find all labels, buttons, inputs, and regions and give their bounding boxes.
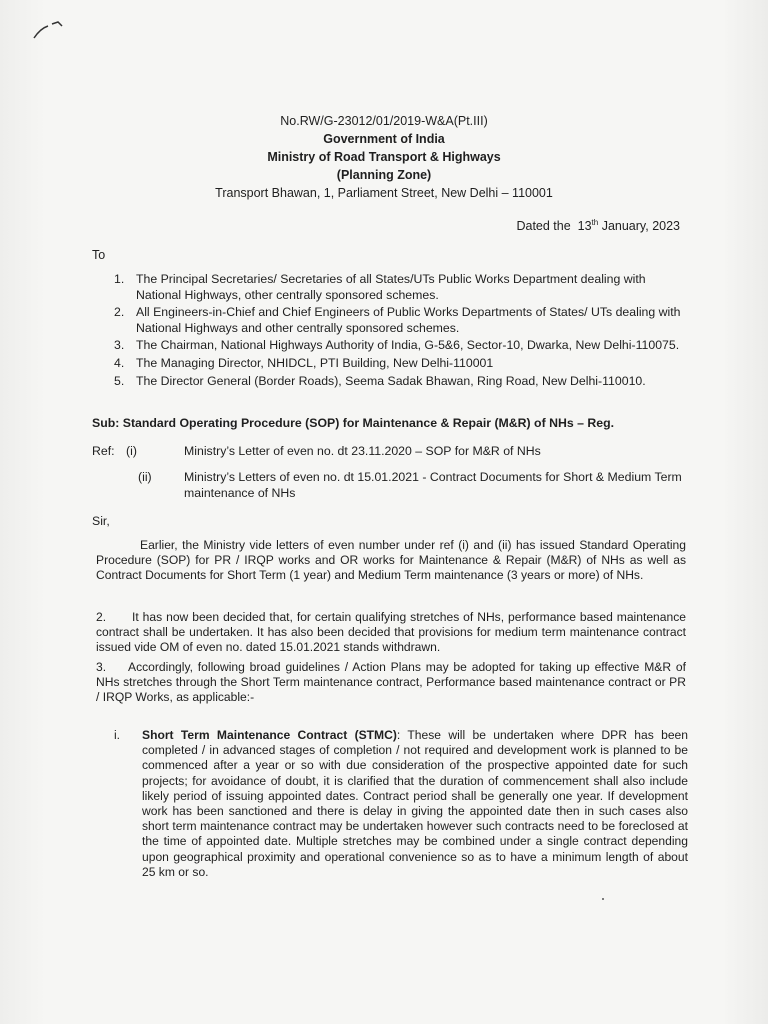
letter-page: No.RW/G-23012/01/2019-W&A(Pt.III) Government of India Ministry of Road Transport & Highways (Planning Zone) Transport Bhawan, 1, Parliament Street, New Delhi – 110001 Dated the 13th January, 2023 To 1. The Principal Secretaries/ Secretaries of all States/UTs Public Works Department dealing with National Highways, other centrally sponsored schemes. 2. All Engineers-in-Chief and Chief Engineers of Public Works Departments of States/ UTs dealing with National Highways and other centrally sponsored schemes. 3. The Chairman, National Highways Authority of India, G-5&6, Sector-10, Dwarka, New Delhi-110075. 4. The Managing Director, NHIDCL, PTI Building, New Delhi-110001 5. The Director General (Border Roads), Seema Sadak Bhawan, Ring Road, New Delhi-110010. Sub: Standard Operating Procedure (SOP) for Maintenance & Repair (M&R) of NHs – Reg. Ref: (i) Ministry’s Letter of even no. dt 23.11.2020 – SOP for M&R of NHs (ii) Ministry’s Letters of even no. dt 15.01.2021 - Contract Documents for Short & Medium Term maintenance of NHs Sir, Earlier, the Ministry vide letters of even number under ref (i) and (ii) has issued Standard Operating Procedure (SOP) for PR / IRQP works and OR works for Maintenance & Repair (M&R) of NHs as well as Contract Documents for Short Term (1 year) and Medium Term maintenance (3 years or more) of NHs. 2. It has now been decided that, for certain qualifying stretches of NHs, performance based maintenance contract shall be undertaken. It has also been decided that provisions for medium term maintenance contract issued vide OM of even no. dated 15.01.2021 stands withdrawn. 3. Accordingly, following broad guidelines / Action Plans may be adopted for taking up effective M&R of NHs stretches through the Short Term maintenance contract, Performance based maintenance contract or PR / IRQP Works, as applicable:- i. Short Term Maintenance Contract (STMC): These will be undertaken where DPR has been completed / in advanced stages of completion / not required and development work is planned to be commenced after a year or so with due consideration of the prospective appointed date for such projects; for avoidance of doubt, it is clarified that the duration of commencement shall also include likely period of issuing appointed dates. Contract period shall be generally one year. If development work has been sanctioned and there is delay in giving the appointed date then in such cases also short term maintenance contract may be undertaken however such contracts need to be foreclosed at the time of appointed date. Multiple stretches may be combined under a single contract depending upon geographical proximity and operational convenience so as to have a minimum length of about 25 km or so. [0, 0, 768, 1024]
addressee-item: 5. The Director General (Border Roads), Seema Sadak Bhawan, Ring Road, New Delhi-110010. [114, 373, 646, 388]
addressee-item: 1. The Principal Secretaries/ Secretaries of all States/UTs Public Works Department dealing with National Highways, other centrally sponsored schemes. [114, 272, 646, 302]
ministry-title: Ministry of Road Transport & Highways [267, 150, 501, 164]
addressee-item: 2. All Engineers-in-Chief and Chief Engineers of Public Works Departments of States/ UTs dealing with National Highways and other centrally sponsored schemes. [114, 305, 681, 335]
letter-header [0, 112, 768, 202]
pen-mark [30, 18, 70, 48]
ref-number: (ii) [138, 470, 152, 484]
government-title: Government of India [323, 132, 445, 146]
addressee-list [114, 272, 684, 391]
ref-label: Ref: [92, 444, 115, 458]
paragraph-1: Earlier, the Ministry vide letters of even number under ref (i) and (ii) has issued Standard Operating Procedure (SOP) for PR / IRQP works and OR works for Maintenance & Repair (M&R) of NHs as well as Contract Documents for Short Term (1 year) and Medium Term maintenance (3 years or more) of NHs. [96, 538, 686, 582]
guideline-title: Short Term Maintenance Contract (STMC) [142, 728, 397, 742]
ref-text: Ministry’s Letters of even no. dt 15.01.2021 - Contract Documents for Short & Medium Term maintenance of NHs [184, 470, 682, 500]
ref-number: (i) [126, 444, 137, 458]
paragraph-3: 3. Accordingly, following broad guidelines / Action Plans may be adopted for taking up effective M&R of NHs stretches through the Short Term maintenance contract, Performance based maintenance contract or PR / IRQP Works, as applicable:- [96, 660, 686, 704]
salutation: Sir, [92, 514, 110, 528]
addressee-item: 4. The Managing Director, NHIDCL, PTI Building, New Delhi-110001 [114, 355, 494, 370]
addressee-item: 3. The Chairman, National Highways Authority of India, G-5&6, Sector-10, Dwarka, New Delhi-110075. [114, 338, 680, 353]
zone-title: (Planning Zone) [336, 168, 432, 182]
letter-date: Dated the 13th January, 2023 [516, 218, 680, 234]
to-label: To [92, 248, 106, 262]
paragraph-2: 2. It has now been decided that, for certain qualifying stretches of NHs, performance based maintenance contract shall be undertaken. It has also been decided that provisions for medium term maintenance contract issued vide OM of even no. dated 15.01.2021 stands withdrawn. [96, 610, 686, 654]
office-address: Transport Bhawan, 1, Parliament Street, New Delhi – 110001 [215, 186, 553, 200]
ref-text: Ministry’s Letter of even no. dt 23.11.2020 – SOP for M&R of NHs [184, 444, 541, 458]
speck [602, 898, 604, 900]
reference-number: No.RW/G-23012/01/2019-W&A(Pt.III) [280, 114, 488, 128]
subject-line: Sub: Standard Operating Procedure (SOP) for Maintenance & Repair (M&R) of NHs – Reg. [92, 416, 614, 430]
